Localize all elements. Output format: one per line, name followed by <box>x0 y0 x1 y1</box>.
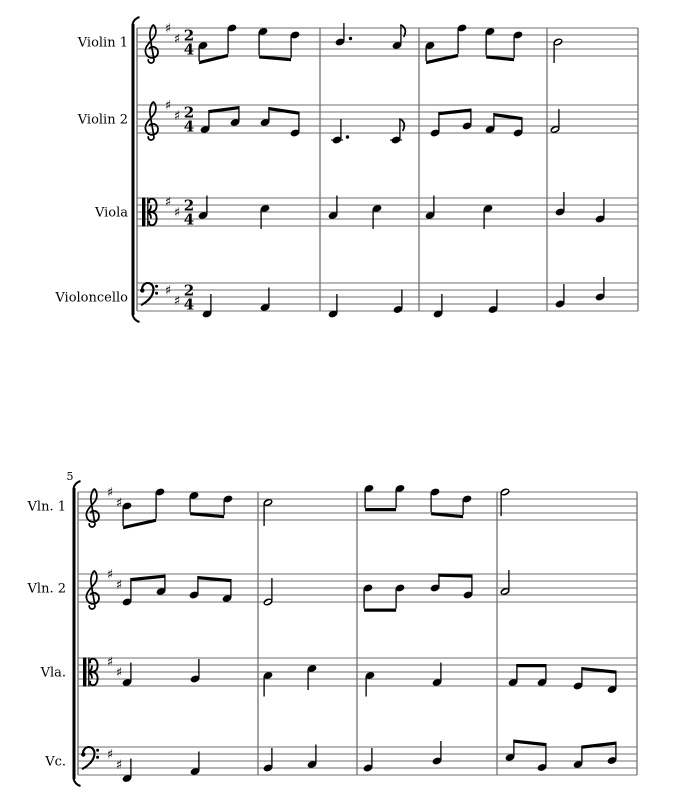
note-D5 <box>223 494 234 515</box>
note-A3 <box>595 199 606 224</box>
key-signature-sharp: ♯ <box>115 578 123 593</box>
time-signature-denominator: 4 <box>183 40 195 59</box>
note-B3 <box>425 196 436 221</box>
key-signature-sharp: ♯ <box>173 109 181 124</box>
note-D5 <box>462 494 473 515</box>
note-A2 <box>393 290 404 315</box>
note-G4 <box>463 575 474 600</box>
beam <box>514 740 546 747</box>
time-signature-numerator: 2 <box>183 281 195 300</box>
note-F#4 <box>485 113 496 134</box>
note-D5 <box>513 30 524 58</box>
key-signature-sharp: ♯ <box>115 496 123 511</box>
instrument-label: Vla. <box>40 665 66 681</box>
system-bracket <box>132 24 135 315</box>
time-signature-denominator: 4 <box>183 210 195 229</box>
note-E3 <box>607 671 618 695</box>
note-F#5 <box>430 487 441 512</box>
note-B4 <box>395 583 406 608</box>
bracket-tip <box>74 481 81 489</box>
key-signature-sharp: ♯ <box>115 665 123 681</box>
eighth-flag <box>400 119 404 130</box>
instrument-label: Vc. <box>45 754 66 770</box>
note-E3 <box>505 740 516 763</box>
note-F#4 <box>222 579 233 603</box>
note-G3 <box>122 663 133 688</box>
system-bracket <box>73 488 76 779</box>
note-B2 <box>263 748 274 773</box>
note-F#2 <box>328 294 339 319</box>
note-C#5 <box>262 498 273 526</box>
note-G3 <box>508 664 519 687</box>
instrument-label: Vln. 1 <box>27 499 66 515</box>
note-D3 <box>432 741 443 766</box>
note-B4 <box>552 37 563 63</box>
staff-viola <box>94 192 638 229</box>
augmentation-dot <box>346 135 349 138</box>
bass-clef-icon <box>142 283 154 305</box>
note-B4 <box>430 574 441 593</box>
note-A2 <box>260 288 271 313</box>
treble-clef-icon <box>145 102 158 140</box>
beam <box>131 575 165 582</box>
note-D4 <box>372 204 383 229</box>
key-signature-sharp: ♯ <box>164 21 172 37</box>
note-F#2 <box>433 294 444 319</box>
key-signature-sharp: ♯ <box>115 758 123 773</box>
time-signature-numerator: 2 <box>183 103 195 122</box>
key-signature-sharp: ♯ <box>106 485 114 501</box>
note-B4 <box>122 501 133 526</box>
time-signature-denominator: 4 <box>183 295 195 314</box>
staff-vla- <box>40 655 637 697</box>
beam <box>199 54 228 65</box>
beam <box>426 54 458 65</box>
bracket-tip <box>133 315 140 323</box>
beam <box>365 508 396 511</box>
note-A4 <box>260 107 271 127</box>
measure-number: 5 <box>66 470 74 483</box>
staff-violoncello <box>54 277 638 319</box>
note-C#4 <box>332 119 343 145</box>
note-B3 <box>263 671 274 697</box>
staff-violin-1 <box>77 22 638 65</box>
note-F#4 <box>549 109 560 134</box>
note-G3 <box>537 664 548 687</box>
beam <box>582 742 616 749</box>
note-A4 <box>392 25 406 50</box>
note-C#4 <box>555 192 566 217</box>
system-2 <box>27 470 637 786</box>
note-E4 <box>262 578 273 607</box>
note-A4 <box>198 41 209 61</box>
beam <box>582 667 616 674</box>
staff-violin-2 <box>77 99 638 145</box>
key-signature-sharp: ♯ <box>173 205 181 221</box>
instrument-label: Vln. 2 <box>27 581 66 597</box>
key-signature-sharp: ♯ <box>164 195 172 210</box>
note-A2 <box>190 752 201 777</box>
note-B4 <box>363 583 374 608</box>
time-signature-denominator: 4 <box>183 117 195 136</box>
bass-clef-dot <box>155 285 158 288</box>
time-signature-numerator: 2 <box>183 26 195 45</box>
key-signature-sharp: ♯ <box>106 655 114 670</box>
note-D3 <box>595 277 606 302</box>
beam <box>269 107 299 115</box>
key-signature-sharp: ♯ <box>106 747 114 763</box>
alto-clef-icon <box>83 658 86 687</box>
alto-clef-icon <box>142 198 145 227</box>
note-F#5 <box>155 487 166 518</box>
note-E4 <box>513 117 524 138</box>
note-E5 <box>485 27 496 55</box>
note-D4 <box>260 204 271 229</box>
treble-clef-icon <box>86 571 99 609</box>
note-E4 <box>290 112 301 138</box>
beam <box>517 664 546 667</box>
note-C#3 <box>307 745 318 770</box>
beam <box>364 609 396 612</box>
instrument-label: Viola <box>94 205 128 221</box>
staff-vln-2 <box>27 568 637 612</box>
note-A2 <box>488 290 499 315</box>
note-B3 <box>365 671 376 697</box>
bass-clef-dot <box>140 288 144 292</box>
augmentation-dot <box>349 37 352 40</box>
key-signature-sharp: ♯ <box>173 32 181 47</box>
note-E4 <box>430 112 441 138</box>
instrument-label: Violoncello <box>55 290 128 306</box>
time-signature-numerator: 2 <box>183 196 195 215</box>
note-G5 <box>364 484 375 508</box>
note-F#2 <box>122 759 133 784</box>
bass-clef-dot <box>155 292 158 295</box>
bracket-tip <box>133 17 140 25</box>
bass-clef-dot <box>96 749 99 752</box>
note-A3 <box>190 659 201 684</box>
note-F#5 <box>499 487 510 516</box>
note-G3 <box>432 663 443 688</box>
instrument-label: Violin 2 <box>77 112 128 128</box>
note-G5 <box>395 484 406 508</box>
note-E5 <box>258 27 269 55</box>
beam <box>439 109 471 116</box>
note-E5 <box>189 491 200 512</box>
note-B2 <box>555 284 566 309</box>
key-signature-sharp: ♯ <box>164 283 172 299</box>
bass-clef-icon <box>83 747 95 769</box>
key-signature-sharp: ♯ <box>106 567 114 583</box>
staff-vln-1 <box>27 484 637 529</box>
note-C#4 <box>391 119 405 145</box>
staff-vc- <box>44 740 637 784</box>
bass-clef-dot <box>81 752 85 756</box>
note-C#3 <box>573 746 584 770</box>
note-D5 <box>290 30 301 58</box>
note-B2 <box>363 748 374 773</box>
instrument-label: Violin 1 <box>77 35 128 51</box>
note-E4 <box>122 578 133 607</box>
bracket-tip <box>74 779 81 787</box>
system-1 <box>54 17 638 322</box>
treble-clef-icon <box>145 25 158 63</box>
key-signature-sharp: ♯ <box>164 98 172 114</box>
note-B3 <box>198 196 209 221</box>
note-B3 <box>328 196 339 221</box>
note-A4 <box>425 41 436 61</box>
treble-clef-icon <box>86 489 99 527</box>
note-F#4 <box>200 110 211 134</box>
bass-clef-dot <box>96 756 99 759</box>
note-D4 <box>483 204 494 229</box>
note-F#2 <box>202 294 213 319</box>
key-signature-sharp: ♯ <box>173 294 181 309</box>
